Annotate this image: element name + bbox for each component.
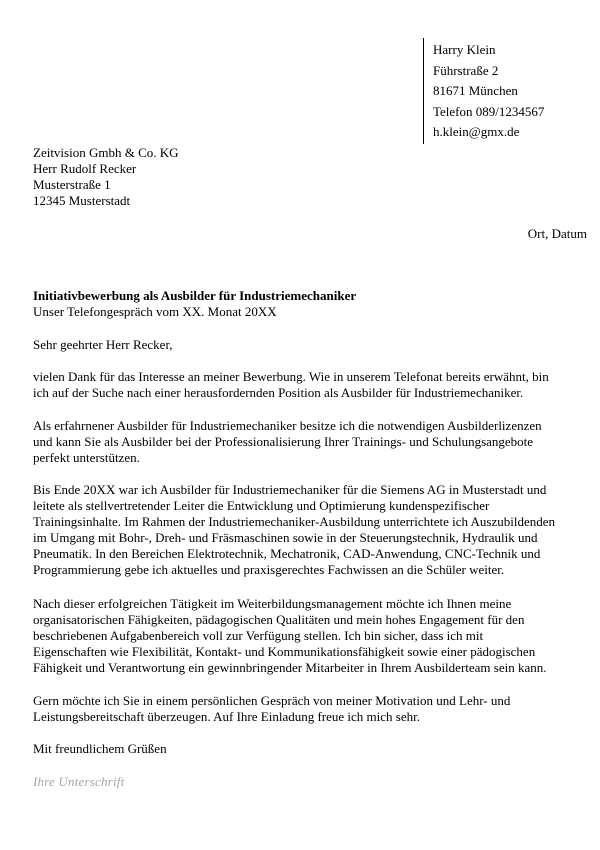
- sender-name: Harry Klein: [433, 42, 496, 57]
- subject-reference: Unser Telefongespräch vom XX. Monat 20XX: [33, 304, 277, 319]
- paragraph-line: im Umgang mit Bohr-, Dreh- und Fräsmaschinen sowie in der Steuerungstechnik, Hydraulik und: [33, 530, 538, 545]
- body-paragraph: [33, 596, 581, 676]
- paragraph-line: Bis Ende 20XX war ich Ausbilder für Industriemechaniker für die Siemens AG in Musterstadt und: [33, 482, 547, 497]
- paragraph-line: beschriebenen Aufgabenbereich voll zur Verfügung stellen. Ich bin sicher, dass ich mit: [33, 628, 484, 643]
- place-date: Ort, Datum: [527, 226, 587, 241]
- paragraph-line: Fähigkeit und Verantwortung ein gewinnbringender Mitarbeiter in Ihrem Ausbilderteam sein kann.: [33, 660, 547, 675]
- body-paragraph: [33, 482, 581, 578]
- paragraph-line: Als erfahrnener Ausbilder für Industriemechaniker besitze ich die notwendigen Ausbilderlizenzen: [33, 418, 542, 433]
- recipient-company: Zeitvision Gmbh & Co. KG: [33, 145, 179, 160]
- recipient-address-block: [33, 145, 179, 209]
- paragraph-line: Eigenschaften wie Flexibilität, Kontakt- und Kommunikationsfähigkeit sowie einer pädogischen: [33, 644, 536, 659]
- signature-placeholder: Ihre Unterschrift: [33, 774, 125, 789]
- paragraph-line: organisatorischen Fähigkeiten, pädagogischen Qualitäten und mein hohes Engagement für den: [33, 612, 525, 627]
- paragraph-line: perfekt unterstützen.: [33, 450, 140, 465]
- paragraph-line: vielen Dank für das Interesse an meiner Bewerbung. Wie in unserem Telefonat bereits erwähnt, bin: [33, 369, 549, 384]
- sender-phone: Telefon 089/1234567: [433, 103, 545, 119]
- salutation: Sehr geehrter Herr Recker,: [33, 337, 173, 352]
- subject-block: [33, 288, 356, 320]
- paragraph-line: Leistungsbereitschaft überzeugen. Auf Ihre Einladung freue ich mich sehr.: [33, 709, 420, 724]
- paragraph-line: Trainingsinhalte. Im Rahmen der Industriemechaniker-Ausbildung unterrichtete ich Auszubildenden: [33, 514, 556, 529]
- paragraph-line: Programmierung gebe ich aktuelles und praxisgerechtes Fachwissen an die Schüler weiter.: [33, 562, 505, 577]
- paragraph-line: ich auf der Suche nach einer herausfordernden Position als Ausbilder für Industriemechaniker.: [33, 385, 524, 400]
- sender-email: h.klein@gmx.de: [433, 124, 520, 140]
- body-paragraph: [33, 369, 581, 401]
- paragraph-line: und kann Sie als Ausbilder bei der Professionalisierung Ihrer Trainings- und Schulungsangebote: [33, 434, 534, 449]
- sender-divider: [423, 38, 424, 144]
- recipient-city: 12345 Musterstadt: [33, 193, 131, 208]
- body-paragraph: [33, 693, 581, 725]
- recipient-contact: Herr Rudolf Recker: [33, 161, 137, 176]
- sender-street: Führstraße 2: [433, 62, 499, 78]
- subject-title: Initiativbewerbung als Ausbilder für Industriemechaniker: [33, 288, 357, 303]
- paragraph-line: Gern möchte ich Sie in einem persönlichen Gespräch von meiner Motivation und Lehr- und: [33, 693, 511, 708]
- paragraph-line: Pneumatik. In den Bereichen Elektrotechnik, Mechatronik, CAD-Anwendung, CNC-Technik und: [33, 546, 541, 561]
- sender-city: 81671 München: [433, 83, 518, 99]
- sender-address-block: [433, 40, 544, 143]
- body-paragraph: [33, 418, 581, 466]
- recipient-street: Musterstraße 1: [33, 177, 111, 192]
- paragraph-line: Nach dieser erfolgreichen Tätigkeit im Weiterbildungsmanagement möchte ich Ihnen meine: [33, 596, 512, 611]
- paragraph-line: leitete als stellvertretender Leiter die Entwicklung und Optimierung kundenspezifischer: [33, 498, 490, 513]
- closing: Mit freundlichem Grüßen: [33, 741, 167, 756]
